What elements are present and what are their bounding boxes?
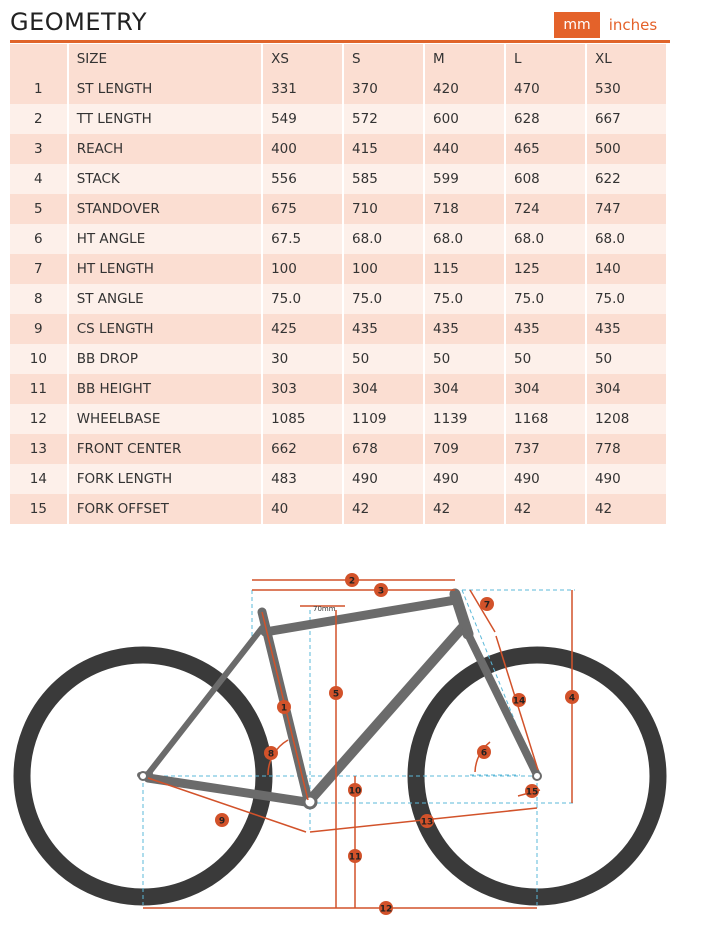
row-label: CS LENGTH <box>69 314 261 344</box>
value-cell: 490 <box>587 464 666 494</box>
svg-text:14: 14 <box>512 696 526 707</box>
svg-text:8: 8 <box>267 749 275 760</box>
label-70mm: 70mm <box>313 605 336 613</box>
value-cell: 75.0 <box>263 284 342 314</box>
marker-2 <box>345 573 359 587</box>
marker-6 <box>477 745 491 759</box>
svg-text:3: 3 <box>377 586 385 597</box>
row-number: 13 <box>10 434 67 464</box>
row-number: 10 <box>10 344 67 374</box>
value-cell: 483 <box>263 464 342 494</box>
table-row <box>10 224 666 254</box>
bottom-bracket <box>304 796 316 808</box>
value-cell: 667 <box>587 104 666 134</box>
row-label: WHEELBASE <box>69 404 261 434</box>
marker-15 <box>525 784 539 798</box>
svg-text:13: 13 <box>420 817 434 828</box>
svg-text:1: 1 <box>280 703 288 714</box>
value-cell: 709 <box>425 434 504 464</box>
table-row <box>10 464 666 494</box>
table-row <box>10 194 666 224</box>
svg-text:6: 6 <box>480 748 488 759</box>
marker-5 <box>329 686 343 700</box>
row-label: ST ANGLE <box>69 284 261 314</box>
value-cell: 440 <box>425 134 504 164</box>
table-header-cell: SIZE <box>69 44 261 74</box>
table-row <box>10 134 666 164</box>
svg-text:12: 12 <box>379 904 393 915</box>
value-cell: 435 <box>587 314 666 344</box>
value-cell: 585 <box>344 164 423 194</box>
svg-text:4: 4 <box>568 693 576 704</box>
svg-text:10: 10 <box>348 786 362 797</box>
table-row <box>10 314 666 344</box>
value-cell: 662 <box>263 434 342 464</box>
value-cell: 420 <box>425 74 504 104</box>
table-row <box>10 344 666 374</box>
marker-14 <box>512 693 526 707</box>
value-cell: 370 <box>344 74 423 104</box>
table-row <box>10 254 666 284</box>
row-number: 4 <box>10 164 67 194</box>
row-label: REACH <box>69 134 261 164</box>
value-cell: 125 <box>506 254 585 284</box>
value-cell: 1208 <box>587 404 666 434</box>
value-cell: 599 <box>425 164 504 194</box>
value-cell: 435 <box>425 314 504 344</box>
value-cell: 737 <box>506 434 585 464</box>
value-cell: 40 <box>263 494 342 524</box>
row-label: FRONT CENTER <box>69 434 261 464</box>
table-header-row <box>10 44 666 74</box>
value-cell: 1168 <box>506 404 585 434</box>
value-cell: 75.0 <box>587 284 666 314</box>
marker-4 <box>565 690 579 704</box>
value-cell: 115 <box>425 254 504 284</box>
row-number: 5 <box>10 194 67 224</box>
value-cell: 42 <box>506 494 585 524</box>
row-number: 11 <box>10 374 67 404</box>
table-row <box>10 284 666 314</box>
row-label: BB DROP <box>69 344 261 374</box>
value-cell: 68.0 <box>506 224 585 254</box>
geometry-header <box>10 0 670 43</box>
marker-1 <box>277 700 291 714</box>
row-number: 2 <box>10 104 67 134</box>
value-cell: 710 <box>344 194 423 224</box>
value-cell: 42 <box>425 494 504 524</box>
value-cell: 435 <box>506 314 585 344</box>
marker-7 <box>480 597 494 611</box>
row-number: 9 <box>10 314 67 344</box>
value-cell: 304 <box>425 374 504 404</box>
value-cell: 303 <box>263 374 342 404</box>
row-label: STACK <box>69 164 261 194</box>
value-cell: 608 <box>506 164 585 194</box>
marker-9 <box>215 813 229 827</box>
table-header-cell: XS <box>263 44 342 74</box>
table-header-cell: L <box>506 44 585 74</box>
value-cell: 572 <box>344 104 423 134</box>
row-number: 6 <box>10 224 67 254</box>
value-cell: 331 <box>263 74 342 104</box>
value-cell: 425 <box>263 314 342 344</box>
row-label: ST LENGTH <box>69 74 261 104</box>
row-number: 15 <box>10 494 67 524</box>
row-label: TT LENGTH <box>69 104 261 134</box>
row-label: HT LENGTH <box>69 254 261 284</box>
svg-text:9: 9 <box>218 816 226 827</box>
value-cell: 530 <box>587 74 666 104</box>
marker-10 <box>348 783 362 797</box>
row-label: STANDOVER <box>69 194 261 224</box>
value-cell: 42 <box>587 494 666 524</box>
row-number: 3 <box>10 134 67 164</box>
value-cell: 465 <box>506 134 585 164</box>
value-cell: 50 <box>506 344 585 374</box>
row-number: 12 <box>10 404 67 434</box>
bike-geometry-diagram <box>0 555 716 925</box>
row-number: 8 <box>10 284 67 314</box>
table-row <box>10 74 666 104</box>
row-number: 14 <box>10 464 67 494</box>
marker-13 <box>420 814 434 828</box>
value-cell: 435 <box>344 314 423 344</box>
marker-12 <box>379 901 393 915</box>
row-number: 7 <box>10 254 67 284</box>
table-header-cell: S <box>344 44 423 74</box>
value-cell: 30 <box>263 344 342 374</box>
marker-8 <box>264 746 278 760</box>
value-cell: 68.0 <box>587 224 666 254</box>
svg-text:5: 5 <box>332 689 340 700</box>
value-cell: 724 <box>506 194 585 224</box>
value-cell: 678 <box>344 434 423 464</box>
value-cell: 68.0 <box>344 224 423 254</box>
value-cell: 1139 <box>425 404 504 434</box>
value-cell: 42 <box>344 494 423 524</box>
svg-text:7: 7 <box>483 600 491 611</box>
value-cell: 50 <box>344 344 423 374</box>
value-cell: 490 <box>425 464 504 494</box>
unit-mm-button[interactable]: mm <box>554 12 600 38</box>
table-row <box>10 494 666 524</box>
row-label: FORK OFFSET <box>69 494 261 524</box>
value-cell: 100 <box>263 254 342 284</box>
value-cell: 549 <box>263 104 342 134</box>
value-cell: 304 <box>587 374 666 404</box>
table-row <box>10 164 666 194</box>
value-cell: 675 <box>263 194 342 224</box>
geometry-table <box>8 44 668 524</box>
value-cell: 67.5 <box>263 224 342 254</box>
svg-text:2: 2 <box>348 576 356 587</box>
value-cell: 500 <box>587 134 666 164</box>
table-header-cell: XL <box>587 44 666 74</box>
value-cell: 75.0 <box>506 284 585 314</box>
value-cell: 490 <box>506 464 585 494</box>
page-title: GEOMETRY <box>10 8 147 36</box>
value-cell: 747 <box>587 194 666 224</box>
value-cell: 600 <box>425 104 504 134</box>
marker-3 <box>374 583 388 597</box>
value-cell: 778 <box>587 434 666 464</box>
value-cell: 1109 <box>344 404 423 434</box>
table-row <box>10 434 666 464</box>
value-cell: 304 <box>506 374 585 404</box>
value-cell: 400 <box>263 134 342 164</box>
row-label: FORK LENGTH <box>69 464 261 494</box>
value-cell: 100 <box>344 254 423 284</box>
table-header-cell: M <box>425 44 504 74</box>
svg-text:15: 15 <box>525 787 539 798</box>
value-cell: 628 <box>506 104 585 134</box>
value-cell: 304 <box>344 374 423 404</box>
value-cell: 75.0 <box>344 284 423 314</box>
table-row <box>10 104 666 134</box>
table-header-cell <box>10 44 67 74</box>
row-label: HT ANGLE <box>69 224 261 254</box>
row-label: BB HEIGHT <box>69 374 261 404</box>
unit-inches-button[interactable]: inches <box>608 16 658 34</box>
svg-text:11: 11 <box>348 852 362 863</box>
value-cell: 140 <box>587 254 666 284</box>
rear-axle <box>139 772 147 780</box>
value-cell: 50 <box>587 344 666 374</box>
value-cell: 556 <box>263 164 342 194</box>
value-cell: 415 <box>344 134 423 164</box>
front-axle <box>533 772 541 780</box>
value-cell: 75.0 <box>425 284 504 314</box>
value-cell: 68.0 <box>425 224 504 254</box>
value-cell: 490 <box>344 464 423 494</box>
table-row <box>10 374 666 404</box>
value-cell: 50 <box>425 344 504 374</box>
marker-11 <box>348 849 362 863</box>
value-cell: 622 <box>587 164 666 194</box>
value-cell: 470 <box>506 74 585 104</box>
table-row <box>10 404 666 434</box>
value-cell: 1085 <box>263 404 342 434</box>
row-number: 1 <box>10 74 67 104</box>
value-cell: 718 <box>425 194 504 224</box>
